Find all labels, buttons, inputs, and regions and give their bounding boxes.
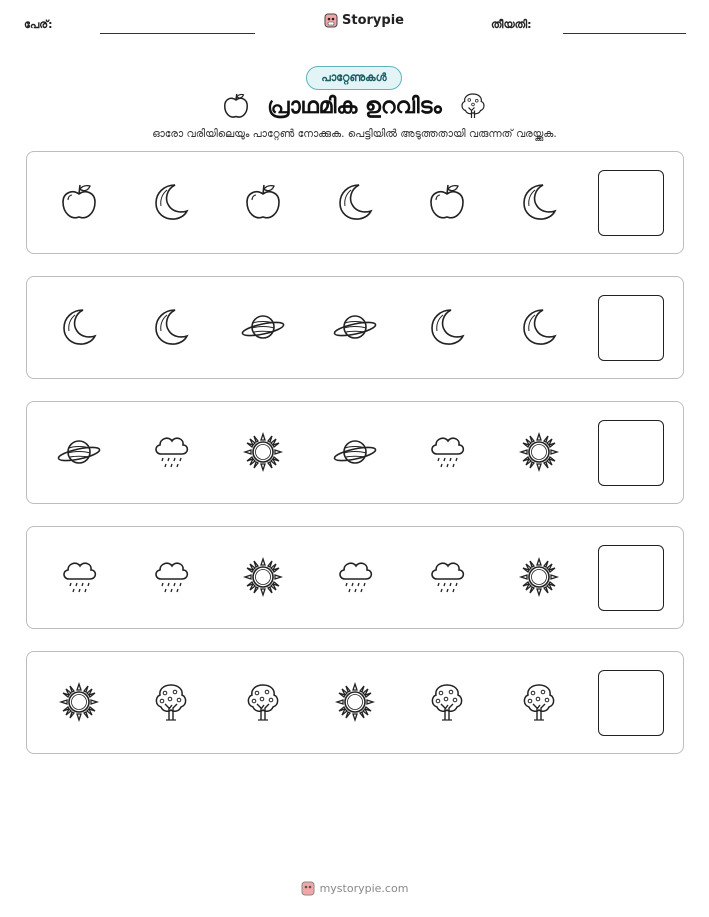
- pattern-row: [26, 276, 684, 379]
- planet-icon: [331, 303, 379, 351]
- answer-box[interactable]: [598, 670, 664, 736]
- planet-icon: [239, 303, 287, 351]
- tree-icon: [239, 678, 287, 726]
- pattern-row: [26, 526, 684, 629]
- sun-icon: [239, 428, 287, 476]
- footer: [0, 880, 709, 896]
- sun-icon: [331, 678, 379, 726]
- topic-badge: പാറ്റേണുകൾ: [306, 66, 402, 90]
- moon-icon: [147, 303, 195, 351]
- sun-icon: [239, 553, 287, 601]
- planet-icon: [331, 428, 379, 476]
- cloud-icon: [423, 553, 471, 601]
- brand-logo: [324, 12, 404, 28]
- footer-url: mystorypie.com: [319, 881, 409, 895]
- apple-icon: [221, 91, 251, 121]
- apple-icon: [239, 178, 287, 226]
- pattern-row: [26, 151, 684, 254]
- cloud-icon: [423, 428, 471, 476]
- answer-box[interactable]: [598, 420, 664, 486]
- sun-icon: [515, 428, 563, 476]
- brand-name: Storypie: [342, 12, 404, 28]
- cloud-icon: [147, 553, 195, 601]
- name-field[interactable]: [100, 33, 255, 34]
- cloud-icon: [147, 428, 195, 476]
- answer-box[interactable]: [598, 295, 664, 361]
- tree-icon: [147, 678, 195, 726]
- moon-icon: [331, 178, 379, 226]
- title-row: [0, 88, 709, 124]
- date-label: തീയതി:: [491, 18, 532, 31]
- moon-icon: [423, 303, 471, 351]
- sun-icon: [55, 678, 103, 726]
- sun-icon: [515, 553, 563, 601]
- cloud-icon: [331, 553, 379, 601]
- name-label: പേര്:: [24, 18, 53, 31]
- apple-icon: [55, 178, 103, 226]
- tree-icon: [515, 678, 563, 726]
- answer-box[interactable]: [598, 170, 664, 236]
- mascot-icon: [301, 880, 315, 896]
- tree-icon: [458, 91, 488, 121]
- date-field[interactable]: [563, 33, 686, 34]
- instructions: ഓരോ വരിയിലെയും പാറ്റേൺ നോക്കുക. പെട്ടിയിൽ അടുത്തതായി വരുന്നത് വരയ്ക്കുക.: [152, 128, 557, 140]
- moon-icon: [515, 178, 563, 226]
- pattern-row: [26, 651, 684, 754]
- page-title: പ്രാഥമിക ഉറവിടം: [267, 93, 442, 119]
- mascot-icon: [324, 12, 338, 28]
- apple-icon: [423, 178, 471, 226]
- pattern-row: [26, 401, 684, 504]
- tree-icon: [423, 678, 471, 726]
- moon-icon: [147, 178, 195, 226]
- cloud-icon: [55, 553, 103, 601]
- planet-icon: [55, 428, 103, 476]
- moon-icon: [55, 303, 103, 351]
- answer-box[interactable]: [598, 545, 664, 611]
- moon-icon: [515, 303, 563, 351]
